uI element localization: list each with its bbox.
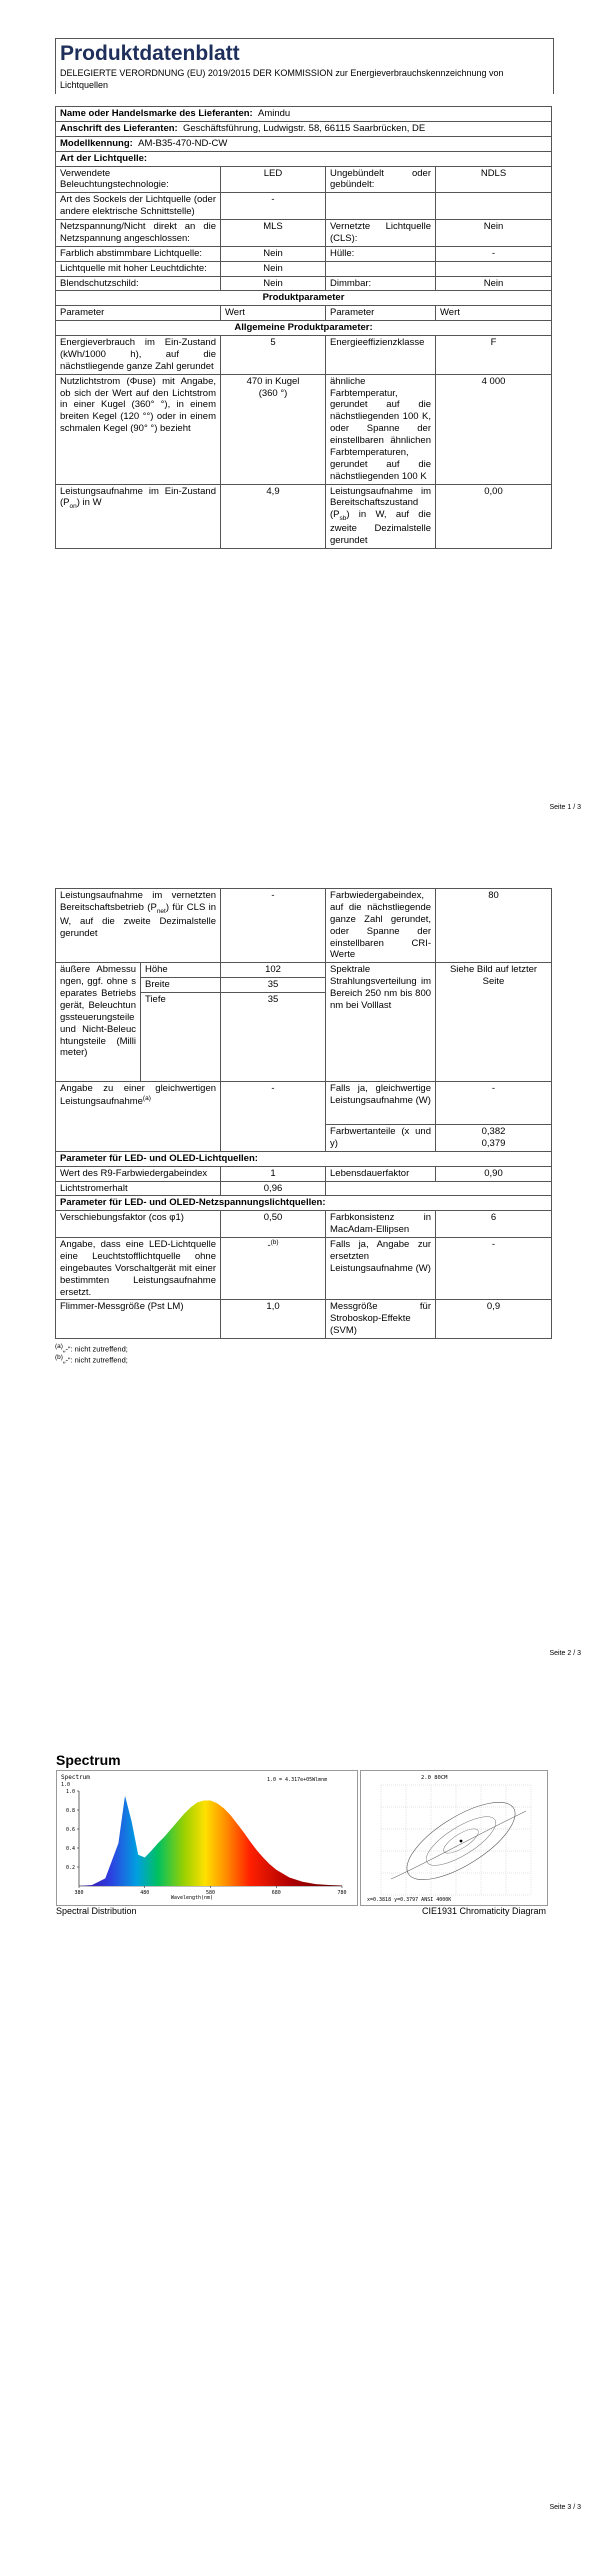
standby-value: 0,00 [436, 484, 552, 549]
on-power-value: 4,9 [221, 484, 326, 549]
equiv-value: - [221, 1082, 326, 1152]
energy-class-label: Energieeffizienzklasse [326, 336, 436, 375]
supplier-address-label: Anschrift des Lieferanten: [60, 122, 178, 134]
equiv-label: Angabe zu einer gleichwertigen Leistungsaufnahme$^{(a)}$ [56, 1082, 221, 1152]
svm-label: Messgröße für Stroboskop-Effekte (SVM) [326, 1300, 436, 1339]
net-standby-label: Leistungsaufnahme im vernetzten Bereitschaftsbetrieb $(P_{net})$ für CLS in W, auf die zweite Dezimalstelle gerundet [56, 889, 221, 963]
cct-label: ähnliche Farbtemperatur, gerundet auf die nächstliegenden 100 K, oder Spanne der einstellbaren ähnlichen Farbtemperaturen, gerundet auf die nächstliegenden 100 K [326, 374, 436, 484]
footnote-b: $^{(b)}$„-“: nicht zutreffend; [55, 1353, 128, 1365]
energy-class-value: F [436, 336, 552, 375]
lumen-maintenance-label: Lichtstromerhalt [56, 1181, 221, 1196]
page-title: Produktdatenblatt [60, 42, 240, 65]
light-source-param-value: Nein [436, 220, 552, 247]
cie-title: 2.0 80CM [421, 1775, 448, 1781]
power-factor-value: 0,50 [221, 1211, 326, 1238]
cie-chart [360, 1770, 548, 1906]
light-source-param-value: MLS [221, 220, 326, 247]
chromaticity-label: Farbwertanteile (x und y) [326, 1125, 436, 1152]
x-tick-label: 580 [205, 1890, 216, 1896]
energy-consumption-value: 5 [221, 336, 326, 375]
light-source-param-value: Nein [221, 276, 326, 291]
cie-readout: x=0.3818 y=0.3797 ANSI 4000K [367, 1897, 452, 1903]
width-value: 35 [221, 978, 326, 993]
flicker-label: Flimmer-Messgröße (Pst LM) [56, 1300, 221, 1339]
light-source-param-label: Ungebündelt oder gebündelt: [326, 166, 436, 193]
col-value: Wert [221, 306, 326, 321]
y-tick-label: 0.8 [65, 1808, 75, 1814]
light-source-param-label: Verwendete Beleuchtungstechnologie: [56, 166, 221, 193]
light-source-param-value [436, 193, 552, 220]
lumen-maintenance-value: 0,96 [221, 1181, 326, 1196]
replace-label: Angabe, dass eine LED-Lichtquelle eine Leuchtstofflichtquelle ohne eingebautes Vorschaltgerät mit einer bestimmten Leistungsaufnahme ersetzt. [56, 1238, 221, 1300]
replace-power-value: - [436, 1238, 552, 1300]
cie-grid [381, 1785, 531, 1895]
spectrum-area [79, 1796, 342, 1886]
light-source-param-label [326, 261, 436, 276]
height-label: Höhe [141, 963, 221, 978]
light-source-param-value: LED [221, 166, 326, 193]
light-source-param-value [436, 261, 552, 276]
caption-spectral: Spectral Distribution [56, 1906, 137, 1916]
light-source-param-value: - [436, 246, 552, 261]
light-source-param-label: Dimmbar: [326, 276, 436, 291]
x-tick-label: 680 [271, 1890, 281, 1896]
spectrum-title: Spectrum [61, 1774, 90, 1781]
params-table-2 [55, 888, 552, 1339]
spectrum-heading: Spectrum [56, 1752, 121, 1768]
y-tick-label: 0.6 [65, 1827, 75, 1833]
flicker-value: 1,0 [221, 1300, 326, 1339]
general-params-heading: Allgemeine Produktparameter: [56, 321, 552, 336]
col-value: Wert [436, 306, 552, 321]
light-source-param-value: Nein [221, 246, 326, 261]
width-label: Breite [141, 978, 221, 993]
col-param: Parameter [326, 306, 436, 321]
light-source-param-label: Art des Sockels der Lichtquelle (oder andere elektrische Schnittstelle) [56, 193, 221, 220]
cri-label: Farbwiedergabeindex, auf die nächstliegende ganze Zahl gerundet, oder Spanne der einstellbaren CRI-Werte [326, 889, 436, 963]
page-number: Seite 1 / 3 [549, 804, 581, 811]
page-number: Seite 3 / 3 [549, 2504, 581, 2511]
measurement-point [460, 1840, 463, 1843]
caption-cie: CIE1931 Chromaticity Diagram [421, 1906, 546, 1916]
spectrum-yunit: 1.0 [61, 1782, 71, 1788]
spectrum-chart [56, 1770, 358, 1906]
cct-value: 4 000 [436, 374, 552, 484]
r9-label: Wert des R9-Farbwiedergabeindex [56, 1166, 221, 1181]
lifetime-value: 0,90 [436, 1166, 552, 1181]
y-tick-label: 0.2 [65, 1865, 75, 1871]
color-consistency-label: Farbkonsistenz in MacAdam-Ellipsen [326, 1211, 436, 1238]
model-label: Modellkennung: [60, 137, 133, 149]
dimensions-label: äußere Abmessungen, ggf. ohne separates Betriebsgerät, Beleuchtungssteuerungsteile und Nicht-Beleuchtungsteile (Millimeter) [56, 963, 141, 1082]
x-tick-label: 480 [140, 1890, 150, 1896]
depth-value: 35 [221, 993, 326, 1082]
light-source-heading: Art der Lichtquelle: [56, 151, 552, 166]
col-param: Parameter [56, 306, 221, 321]
mains-params-heading: Parameter für LED- und OLED-Netzspannungslichtquellen: [56, 1196, 552, 1211]
light-source-param-label: Lichtquelle mit hoher Leuchtdichte: [56, 261, 221, 276]
color-consistency-value: 6 [436, 1211, 552, 1238]
supplier-name: Amindu [258, 108, 291, 119]
page-number: Seite 2 / 3 [549, 1650, 581, 1657]
led-params-heading: Parameter für LED- und OLED-Lichtquellen: [56, 1151, 552, 1166]
light-source-param-label: Blendschutzschild: [56, 276, 221, 291]
equiv-power-label: Falls ja, gleichwertige Leistungsaufnahme (W) [326, 1082, 436, 1125]
light-source-param-label: Netzspannung/Nicht direkt an die Netzspannung angeschlossen: [56, 220, 221, 247]
chromaticity-value: 0,382 0,379 [436, 1125, 552, 1152]
y-tick-label: 1.0 [65, 1789, 75, 1795]
x-tick-label: 380 [74, 1890, 84, 1896]
svm-value: 0,9 [436, 1300, 552, 1339]
spectrum-xlabel: Wavelength(nm) [170, 1895, 214, 1901]
lifetime-label: Lebensdauerfaktor [326, 1166, 436, 1181]
spd-label: Spektrale Strahlungsverteilung im Bereich 250 nm bis 800 nm bei Volllast [326, 963, 436, 1082]
product-params-heading: Produktparameter [56, 291, 552, 306]
footnotes [55, 1343, 552, 1365]
regulation-text: DELEGIERTE VERORDNUNG (EU) 2019/2015 DER KOMMISSION zur Energieverbrauchskennzeichnung von Lichtquellen [60, 68, 504, 90]
flux-value: 470 in Kugel (360 °) [221, 374, 326, 484]
on-power-label: Leistungsaufnahme im Ein-Zustand $(P_{on})$ in W [56, 484, 221, 549]
depth-label: Tiefe [141, 993, 221, 1082]
light-source-row [56, 261, 552, 276]
height-value: 102 [221, 963, 326, 978]
replace-power-label: Falls ja, Angabe zur ersetzten Leistungsaufnahme (W) [326, 1238, 436, 1300]
datasheet-header [55, 38, 554, 94]
standby-label: Leistungsaufnahme im Bereitschaftszustand $(P_{sb})$ in W, auf die zweite Dezimalstelle gerundet [326, 484, 436, 549]
supplier-table [55, 106, 552, 549]
supplier-address: Geschäftsführung, Ludwigstr. 58, 66115 Saarbrücken, DE [183, 122, 426, 134]
r9-value: 1 [221, 1166, 326, 1181]
spd-value: Siehe Bild auf letzter Seite [436, 963, 552, 1082]
light-source-row [56, 166, 552, 193]
light-source-row [56, 220, 552, 247]
flux-label: Nutzlichtstrom (Φuse) mit Angabe, ob sich der Wert auf den Lichtstrom in einer Kugel (360° °), in einem breiten Kegel (120 °°) oder in einem schmalen Kegel (90° °) bezieht [56, 374, 221, 484]
light-source-param-value: Nein [436, 276, 552, 291]
light-source-row [56, 246, 552, 261]
light-source-param-label: Vernetzte Lichtquelle (CLS): [326, 220, 436, 247]
model-id: AM-B35-470-ND-CW [138, 137, 228, 149]
light-source-param-value: - [221, 193, 326, 220]
power-factor-label: Verschiebungsfaktor (cos φ1) [56, 1211, 221, 1238]
equiv-power-value: - [436, 1082, 552, 1125]
light-source-param-label [326, 193, 436, 220]
replace-value: -$^{(b)}$ [221, 1238, 326, 1300]
light-source-row [56, 276, 552, 291]
light-source-param-value: NDLS [436, 166, 552, 193]
light-source-param-label: Farblich abstimmbare Lichtquelle: [56, 246, 221, 261]
supplier-name-label: Name oder Handelsmarke des Lieferanten: [60, 108, 253, 119]
net-standby-value: - [221, 889, 326, 963]
cri-value: 80 [436, 889, 552, 963]
y-tick-label: 0.4 [65, 1846, 75, 1852]
light-source-param-value: Nein [221, 261, 326, 276]
light-source-param-label: Hülle: [326, 246, 436, 261]
x-tick-label: 780 [337, 1890, 347, 1896]
footnote-a: $^{(a)}$„-“: nicht zutreffend; [55, 1343, 128, 1354]
energy-consumption-label: Energieverbrauch im Ein-Zustand (kWh/1000 h), auf die nächstliegende ganze Zahl gerundet [56, 336, 221, 375]
spectrum-info: 1.0 = 4.317e+05Wlmnm [267, 1777, 328, 1783]
light-source-row [56, 193, 552, 220]
